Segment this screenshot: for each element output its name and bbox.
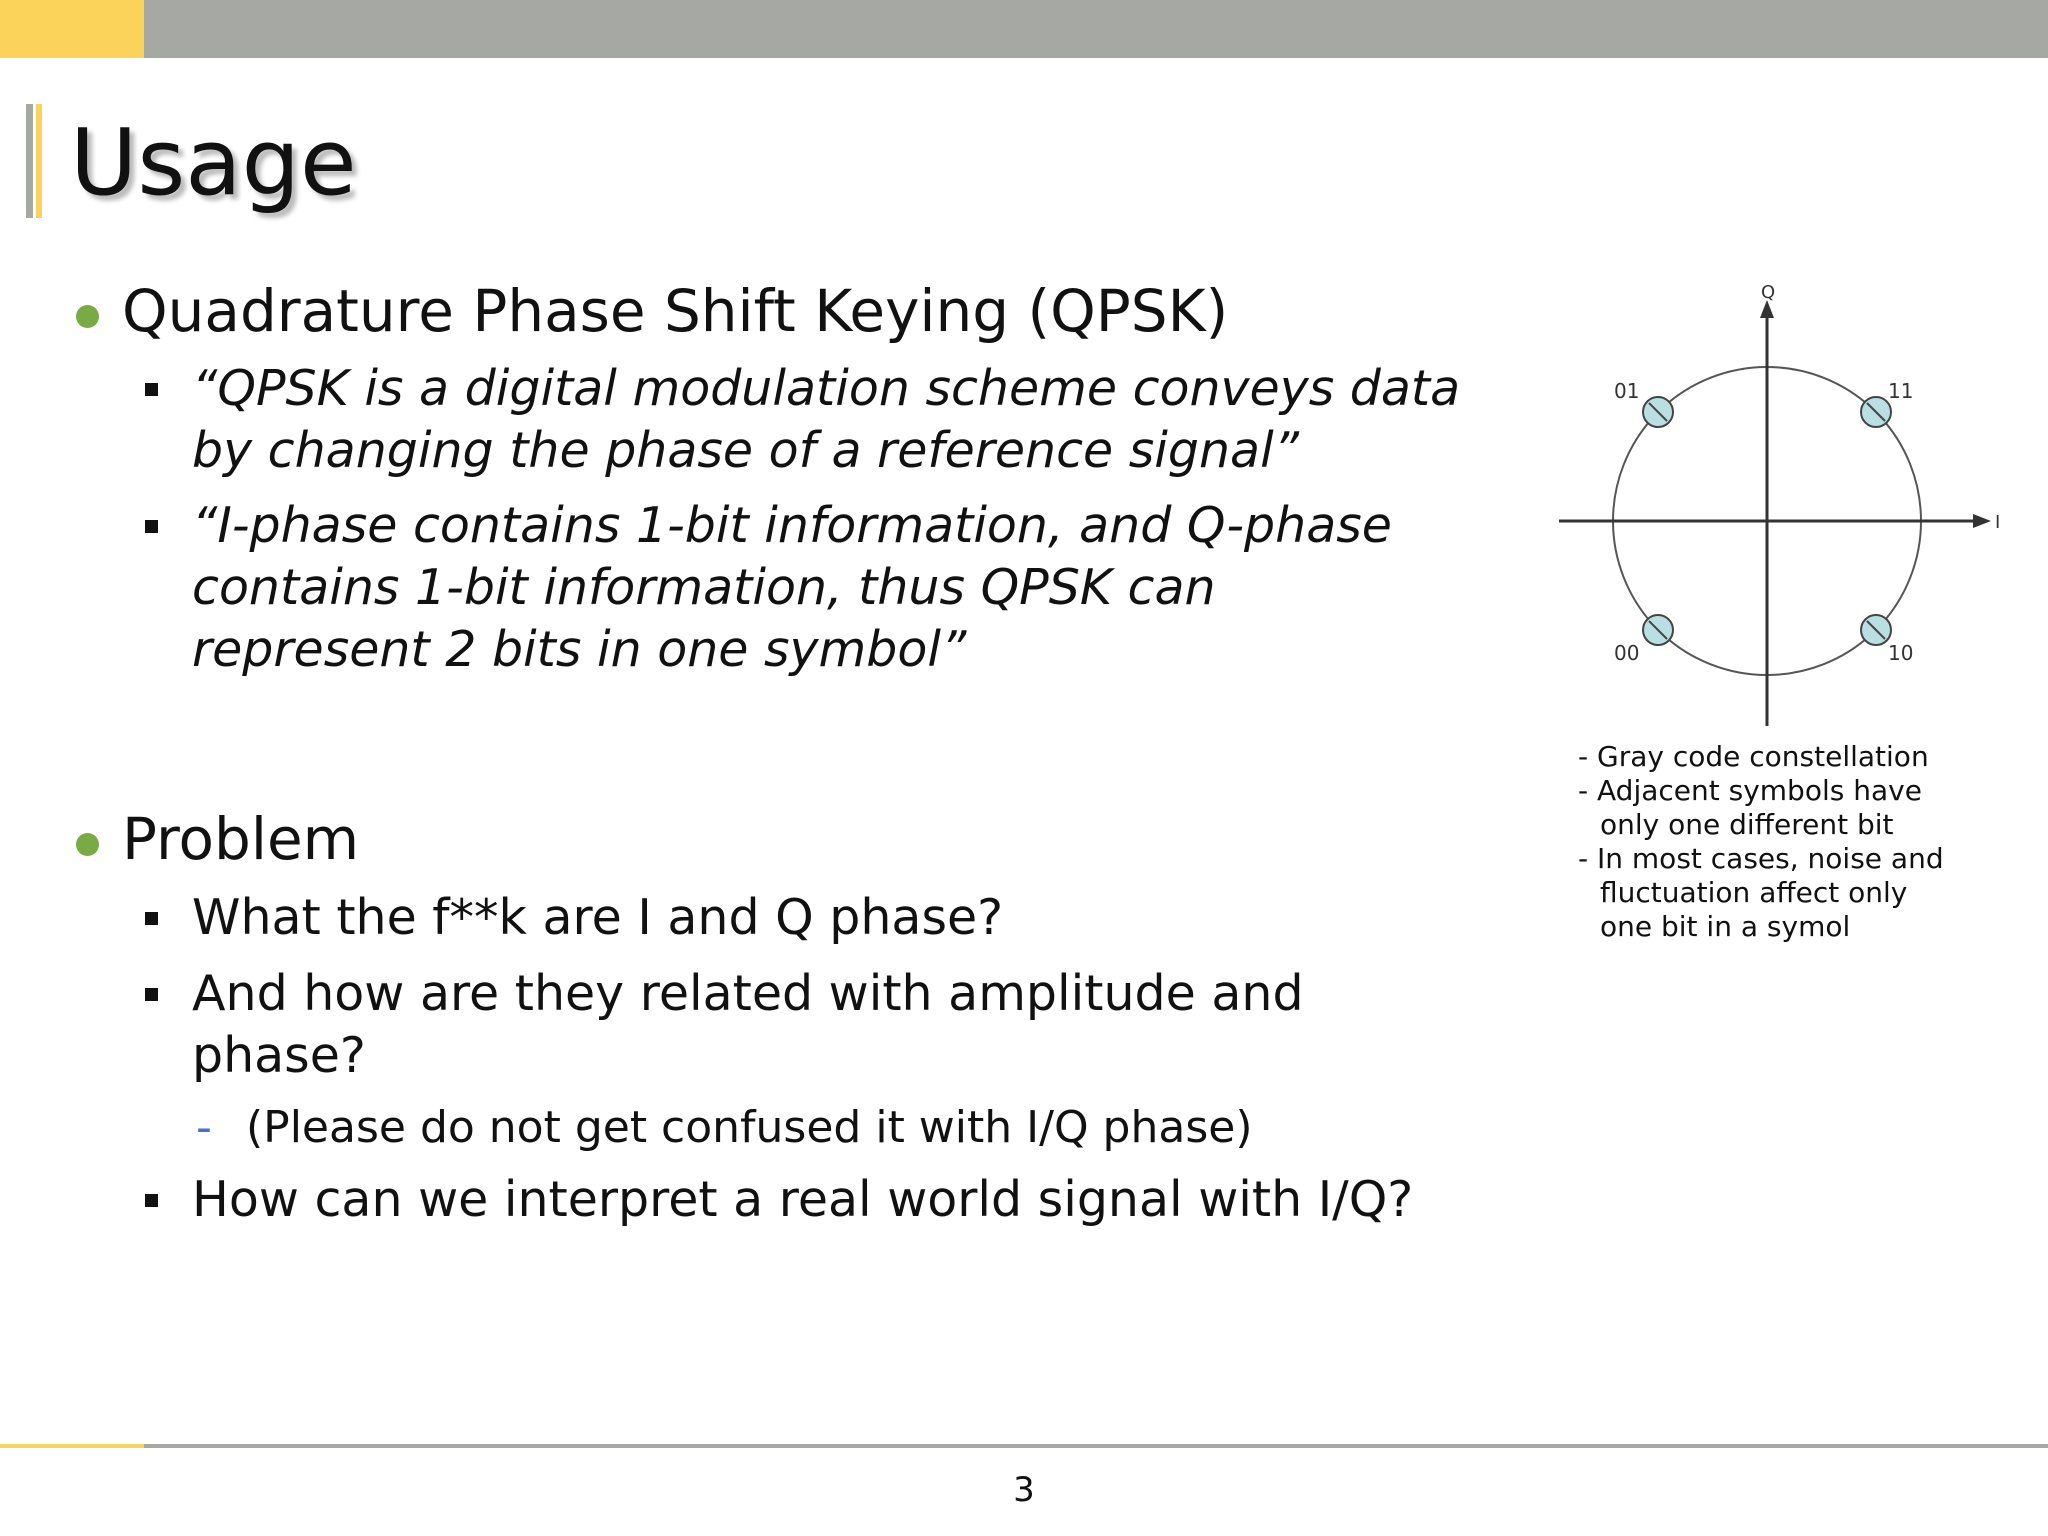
- note-line: - Adjacent symbols have: [1578, 774, 1922, 807]
- symbol-label: 10: [1888, 641, 1914, 665]
- text-line: “QPSK is a digital modulation scheme conveys data: [192, 360, 1461, 417]
- text-line: What the f**k are I and Q phase?: [192, 889, 1004, 946]
- sub-bullet-marker: [145, 520, 158, 533]
- sub-bullet-question-iq: [192, 887, 1542, 949]
- slide-title: Usage: [70, 109, 357, 216]
- sub-bullet-marker: [145, 1194, 158, 1207]
- dash-marker: -: [196, 1102, 212, 1153]
- sub-bullet-marker: [145, 912, 158, 925]
- sub-bullet-marker: [145, 383, 158, 396]
- symbol-10: [1861, 615, 1913, 665]
- title-marker-yellow: [36, 104, 42, 218]
- note-line: one bit in a symol: [1600, 910, 1851, 943]
- text-line: “I-phase contains 1-bit information, and Q-phase: [192, 497, 1392, 554]
- note-line: - In most cases, noise and: [1578, 842, 1944, 875]
- bullet-dot: [76, 305, 99, 328]
- i-axis-arrow: [1973, 514, 1991, 528]
- note-line: - Gray code constellation: [1578, 740, 1929, 773]
- i-axis-label: I: [1995, 512, 2000, 533]
- constellation-notes: [1578, 740, 2018, 944]
- symbol-00: [1614, 615, 1673, 665]
- sub-bullet-question-amplitude: [192, 963, 1542, 1087]
- page-number: 3: [1013, 1470, 1035, 1510]
- text-line: phase?: [192, 1027, 366, 1084]
- symbol-label: 01: [1614, 379, 1640, 403]
- bullet-dot: [76, 833, 99, 856]
- note-line: only one different bit: [1600, 808, 1894, 841]
- top-bar-accent: [0, 0, 144, 58]
- text-line: How can we interpret a real world signal with I/Q?: [192, 1171, 1414, 1228]
- text-line: by changing the phase of a reference signal”: [192, 422, 1300, 479]
- note-line: fluctuation affect only: [1600, 876, 1908, 909]
- text-line: represent 2 bits in one symbol”: [192, 621, 967, 678]
- symbol-label: 00: [1614, 641, 1640, 665]
- text-line: And how are they related with amplitude and: [192, 965, 1304, 1022]
- q-axis-label: Q: [1761, 282, 1776, 303]
- sub-bullet-marker: [145, 988, 158, 1001]
- sub-bullet-question-real-world: [192, 1169, 1542, 1231]
- footer-line-accent: [0, 1444, 144, 1448]
- text-line: contains 1-bit information, thus QPSK can: [192, 559, 1216, 616]
- footer-line: [0, 1444, 2048, 1448]
- bullet-qpsk: Quadrature Phase Shift Keying (QPSK): [122, 277, 1229, 345]
- sub-bullet-iq-bits: [192, 495, 1542, 681]
- top-bar: [0, 0, 2048, 58]
- title-marker-gray: [26, 104, 33, 218]
- symbol-11: [1861, 379, 1913, 427]
- symbol-label: 11: [1888, 379, 1914, 403]
- symbol-01: [1614, 379, 1673, 427]
- qpsk-constellation-diagram: [1555, 282, 2000, 732]
- sub-bullet-qpsk-definition: [192, 358, 1542, 482]
- bullet-problem: Problem: [122, 805, 360, 873]
- sub-sub-bullet-note: (Please do not get confused it with I/Q phase): [246, 1102, 1253, 1153]
